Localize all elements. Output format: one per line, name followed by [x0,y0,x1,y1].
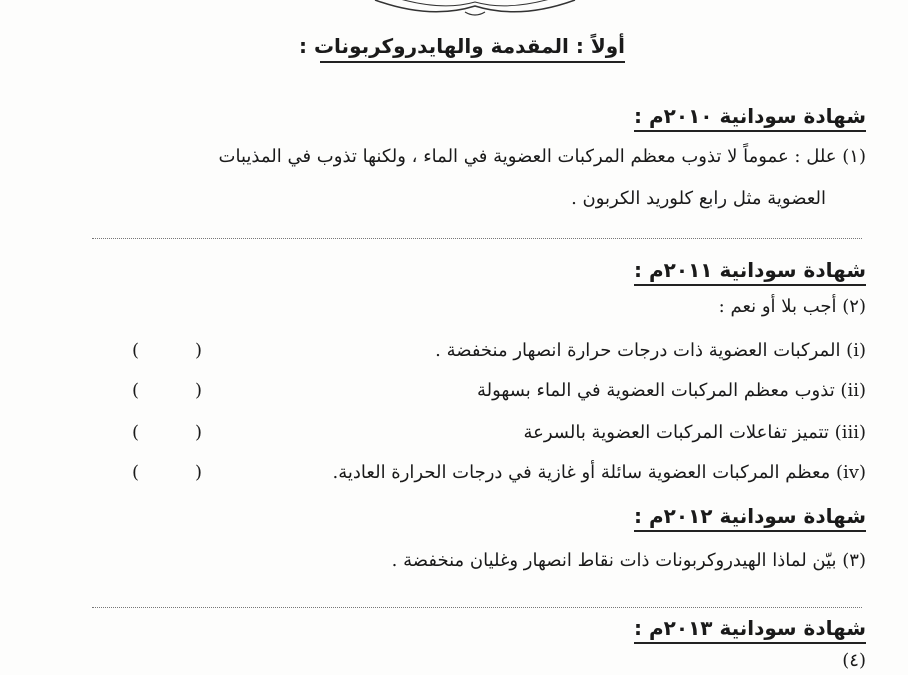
section-header-2010: شهادة سودانية ٢٠١٠م : [634,104,866,132]
answer-blank [132,462,202,483]
dotted-divider [92,607,862,608]
question-2-intro: (٢) أجب بلا أو نعم : [718,296,866,317]
answer-blank [132,340,202,361]
question-4-partial: (٤) [842,650,866,671]
question-2-item-iii: (iii) تتميز تفاعلات المركبات العضوية بالسرعة [523,422,866,443]
section-header-2011: شهادة سودانية ٢٠١١م : [634,258,866,286]
question-2-item-ii: (ii) تذوب معظم المركبات العضوية في الماء بسهولة [476,380,866,401]
answer-blank [132,422,202,443]
paren-close: ) [194,462,202,483]
decorative-ornament-icon [370,0,580,20]
dotted-divider [92,238,862,239]
section-header-2013: شهادة سودانية ٢٠١٣م : [634,616,866,644]
question-2-item-i: (i) المركبات العضوية ذات درجات حرارة انصهار منخفضة . [435,340,866,361]
question-3: (٣) بيّن لماذا الهيدروكربونات ذات نقاط انصهار وغليان منخفضة . [391,550,866,571]
paren-open: ( [132,422,140,443]
question-1-line-1: (١) علل : عموماً لا تذوب معظم المركبات العضوية في الماء ، ولكنها تذوب في المذيبات [218,146,866,167]
paren-open: ( [132,462,140,483]
question-2-item-iv: (iv) معظم المركبات العضوية سائلة أو غازية في درجات الحرارة العادية. [332,462,866,483]
paren-open: ( [132,340,140,361]
paren-close: ) [194,380,202,401]
paren-close: ) [194,422,202,443]
answer-blank [132,380,202,401]
paren-close: ) [194,340,202,361]
question-1-line-2: العضوية مثل رابع كلوريد الكربون . [571,188,826,209]
paren-open: ( [132,380,140,401]
page-title: أولاً : المقدمة والهايدروكربونات : [320,34,625,63]
section-header-2012: شهادة سودانية ٢٠١٢م : [634,504,866,532]
